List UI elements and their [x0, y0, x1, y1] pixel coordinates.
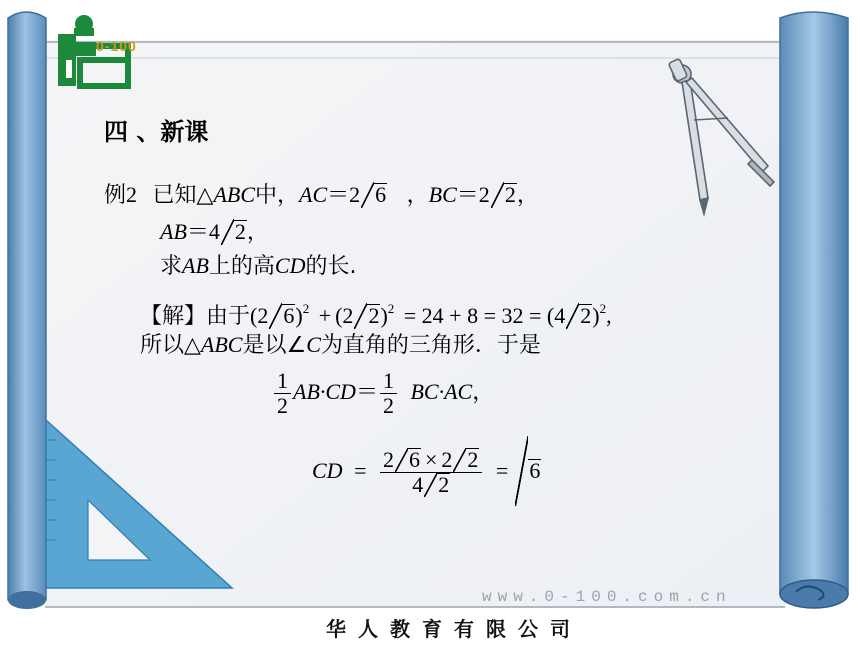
half-fraction-left: [274, 369, 291, 418]
ask-cd: CD: [274, 253, 306, 278]
right-scroll-roll: [780, 12, 848, 600]
sep-1: ，: [406, 183, 429, 208]
term3-rp: ): [592, 303, 600, 328]
eq1-end: ，: [472, 380, 495, 405]
term3-radicand: 2: [580, 303, 592, 328]
line1-end: ,: [606, 303, 612, 328]
term1-rp: ): [295, 303, 303, 328]
logo-text: 0-100: [96, 38, 137, 54]
term1-radicand: 6: [283, 303, 295, 328]
half-den-left: 2: [277, 393, 288, 419]
half-num-right: 1: [382, 368, 394, 394]
left-scroll-roll: [8, 12, 46, 606]
example-given-prefix: 已知△: [152, 183, 214, 208]
term1-exp: 2: [302, 301, 310, 316]
term1-sqrt: [269, 303, 295, 329]
sep-2: ，: [516, 183, 539, 208]
term2-radicand: 2: [368, 303, 380, 328]
bc-name: BC: [428, 182, 457, 207]
footer-company: 华人教育有限公司: [326, 617, 582, 641]
den-radicand: 2: [438, 472, 450, 498]
ab-name: AB: [160, 219, 187, 244]
bc-eq: ＝2: [456, 182, 490, 207]
term2-lp: (2: [335, 303, 354, 328]
plus-sign: +: [318, 303, 332, 328]
term3-sqrt: [566, 303, 592, 329]
eq1-eq: ＝: [355, 379, 378, 404]
bc-sqrt: [491, 182, 517, 208]
example-line-1: [104, 182, 539, 209]
ab-sqrt: [221, 219, 247, 245]
example-given-mid: 中，: [255, 183, 300, 208]
num-coef-2: 2: [441, 447, 453, 473]
example-line-2: [160, 219, 269, 246]
ac-sqrt: [361, 182, 387, 208]
times-sign: ×: [424, 447, 438, 473]
term2-rp: ): [380, 303, 388, 328]
den-coef: 4: [412, 472, 424, 498]
num-radicand-1: 6: [408, 447, 420, 473]
solution-bracket: 【解】: [140, 304, 207, 329]
cd-fraction: [380, 448, 482, 497]
ab-radicand: 2: [234, 219, 246, 244]
result-eq-sign: =: [495, 458, 509, 483]
line2-mid: 是以∠: [242, 333, 307, 358]
cd-equation: [312, 436, 541, 506]
cd-eq-sign: =: [354, 458, 367, 483]
ask-mid: 上的高: [208, 254, 275, 279]
ac-name: AC: [299, 182, 328, 207]
ac-radicand: 6: [375, 182, 387, 207]
term2-exp: 2: [387, 301, 395, 316]
cd-numerator: [380, 448, 482, 472]
den-sqrt: [424, 473, 450, 497]
solution-line-1: [140, 296, 612, 330]
term3-exp: 2: [599, 301, 607, 316]
line2-suffix: 为直角的三角形．于是: [320, 333, 541, 358]
cd-lhs: CD: [312, 458, 343, 483]
example-question: [160, 253, 356, 280]
line2-prefix: 所以△: [140, 333, 201, 358]
eq-chain: = 24 + 8 = 32 = (4: [403, 303, 566, 328]
num-sqrt-2: [453, 448, 479, 472]
triangle-name: ABC: [213, 182, 255, 207]
num-coef-1: 2: [382, 447, 394, 473]
half-fraction-right: [380, 369, 397, 418]
half-num-left: 1: [277, 368, 288, 394]
eq1-left: AB·CD: [293, 379, 356, 404]
ac-eq: ＝2: [327, 182, 361, 207]
solution-since: 由于: [206, 304, 251, 329]
line2-tri: ABC: [200, 332, 243, 357]
ask-suffix: 的长.: [305, 254, 357, 279]
bc-radicand: 2: [504, 182, 516, 207]
solution-line-2: [140, 332, 541, 359]
example-label: 例2: [104, 182, 138, 207]
equation-area: [272, 364, 494, 421]
result-sqrt: [515, 436, 541, 506]
num-sqrt-1: [395, 448, 421, 472]
half-den-right: 2: [382, 393, 394, 419]
sep-3: ，: [246, 220, 269, 245]
cd-denominator: [380, 473, 482, 497]
term2-sqrt: [354, 303, 380, 329]
footer-url: www.0-100.com.cn: [482, 588, 732, 606]
num-radicand-2: 2: [467, 447, 479, 473]
ask-ab: AB: [182, 253, 209, 278]
eq1-right: BC·AC: [410, 379, 473, 404]
ab-eq: ＝4: [186, 219, 220, 244]
section-title: 四 、新课: [104, 118, 209, 146]
line2-c: C: [306, 332, 321, 357]
ask-prefix: 求: [160, 254, 183, 279]
result-radicand: 6: [529, 458, 541, 483]
term1-lp: (2: [250, 303, 269, 328]
